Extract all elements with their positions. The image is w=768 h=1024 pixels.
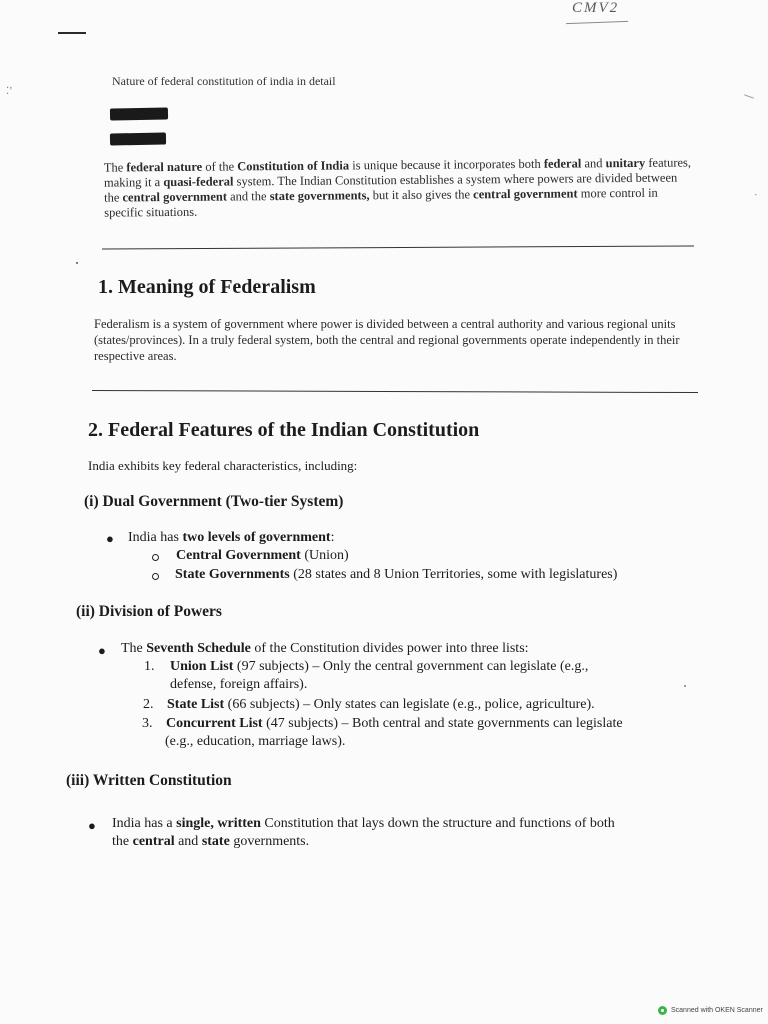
bullet-icon: ● (106, 531, 114, 546)
corner-mark-underline (566, 21, 628, 24)
list-item: India has two levels of government: (128, 530, 335, 545)
list-item-continuation: the central and state governments. (112, 834, 310, 849)
margin-scribble: ⁚ʼ (6, 86, 13, 97)
margin-dot (684, 685, 686, 687)
list-item: Concurrent List (47 subjects) – Both central and state governments can legislate (166, 716, 623, 731)
scanner-label: Scanned with OKEN Scanner (671, 1007, 763, 1014)
margin-mark (744, 94, 754, 98)
subsection-title: (i) Dual Government (Two-tier System) (84, 493, 344, 510)
scanner-logo-icon (658, 1006, 667, 1015)
list-item: Union List (97 subjects) – Only the central government can legislate (e.g., (170, 659, 589, 674)
list-item: State Governments (28 states and 8 Union Territories, some with legislatures) (175, 567, 618, 582)
list-number: 2. (143, 697, 154, 712)
section-title: 2. Federal Features of the Indian Constitution (88, 419, 480, 441)
list-item: The Seventh Schedule of the Constitution divides power into three lists: (121, 641, 529, 656)
section-paragraph: Federalism is a system of government where power is divided between a central authority and various regional units (states/provinces). In a truly federal system, both the central and regional governments operate independently in their respective areas. (94, 317, 680, 363)
list-item: India has a single, written Constitution that lays down the structure and functions of both (112, 816, 615, 831)
margin-dot (76, 262, 78, 264)
list-item: State List (66 subjects) – Only states can legislate (e.g., police, agriculture). (167, 697, 595, 712)
sub-bullet-icon (152, 573, 159, 580)
list-item-continuation: (e.g., education, marriage laws). (165, 734, 346, 749)
scanner-watermark (658, 1006, 763, 1015)
list-item: Central Government (Union) (176, 548, 349, 563)
intro-paragraph: The federal nature of the Constitution of India is unique because it incorporates both federal and unitary features, making it a quasi-federal system. The Indian Constitution establishes a system where powers are divided between the central government and the state governments, but it also gives the central government more control in specific situations. (103, 155, 692, 220)
section-title: 1. Meaning of Federalism (98, 276, 316, 298)
struck-out-text (110, 107, 168, 120)
divider (92, 390, 698, 393)
list-number: 3. (142, 716, 153, 731)
margin-dash (58, 32, 86, 34)
sub-bullet-icon (152, 554, 159, 561)
divider (102, 245, 694, 249)
margin-mark: ˎ (754, 184, 758, 196)
document-heading: Nature of federal constitution of india in detail (112, 74, 336, 88)
section-intro: India exhibits key federal characteristics, including: (88, 458, 358, 473)
subsection-title: (iii) Written Constitution (66, 772, 232, 789)
bullet-icon: ● (88, 818, 96, 833)
handwritten-corner-mark: CMV2 (572, 0, 620, 16)
struck-out-text (110, 133, 166, 146)
list-number: 1. (144, 659, 155, 674)
subsection-title: (ii) Division of Powers (76, 603, 222, 620)
list-item-continuation: defense, foreign affairs). (170, 677, 308, 692)
bullet-icon: ● (98, 643, 106, 658)
